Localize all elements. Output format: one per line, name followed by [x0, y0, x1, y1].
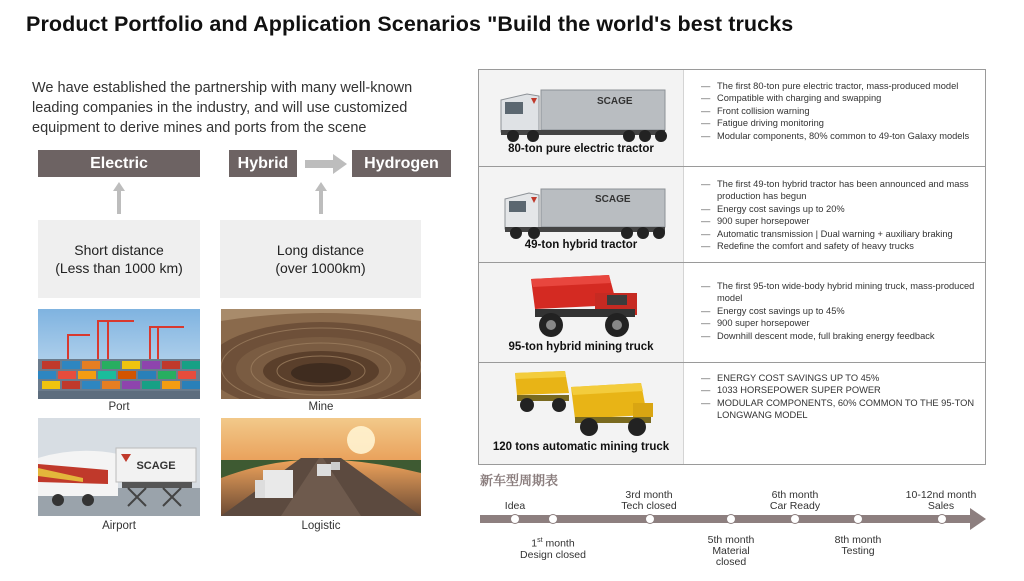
milestone-month: 6th month	[771, 489, 819, 501]
milestone-ordinal-suffix: st	[537, 537, 543, 544]
hybrid-tractor-illustration	[501, 185, 669, 241]
port-photo	[38, 309, 200, 399]
milestone-month: 3rd month	[625, 489, 673, 501]
product-row	[479, 70, 985, 167]
feature-item: — MODULAR COMPONENTS, 60% COMMON TO THE 95-TON LONGWANG MODEL	[701, 397, 975, 422]
mine-caption: Mine	[308, 401, 334, 413]
milestone-above	[750, 490, 840, 512]
milestone-below	[686, 535, 776, 568]
long-distance-box	[220, 220, 421, 298]
intro-text: We have established the partnership with many well-known leading companies in the industry, and will use customized equipment to derive mines and ports from the scene	[32, 80, 413, 136]
milestone-month: 8th month	[834, 534, 882, 546]
feature-item: — The first 49-ton hybrid tractor has been announced and mass production has begun	[701, 178, 975, 203]
airport-caption: Airport	[102, 520, 136, 532]
product-name: 49-ton hybrid tractor	[524, 239, 638, 251]
electric-tractor-illustration	[497, 84, 669, 144]
milestone-label: Testing	[841, 545, 875, 557]
milestone-below	[508, 535, 598, 561]
long-distance-range: (over 1000km)	[275, 260, 366, 276]
airport-brand-text: SCAGE	[136, 460, 176, 472]
hybrid-mining-truck-illustration	[525, 271, 643, 341]
product-name: 120 tons automatic mining truck	[492, 441, 670, 453]
product-name: 80-ton pure electric tractor	[508, 143, 654, 155]
logistic-photo	[221, 418, 421, 516]
logistic-caption: Logistic	[301, 520, 341, 532]
milestone-label: Design closed	[520, 548, 586, 561]
product-row	[479, 363, 985, 464]
milestone-dot	[645, 514, 655, 524]
milestone-above	[896, 490, 986, 512]
milestone-above	[470, 501, 560, 512]
milestone-dot	[853, 514, 863, 524]
milestone-above	[604, 490, 694, 512]
truck-brand-text: SCAGE	[595, 194, 631, 205]
feature-list	[701, 178, 975, 252]
tag-hybrid: Hybrid	[229, 150, 297, 177]
up-arrow-icon	[113, 182, 125, 214]
automatic-mining-truck-illustration	[513, 367, 659, 437]
feature-item: — Fatigue driving monitoring	[701, 117, 975, 129]
product-row	[479, 167, 985, 263]
short-distance-label: Short distance	[74, 242, 164, 258]
feature-list	[701, 280, 975, 342]
milestone-below	[813, 535, 903, 557]
feature-item: — Redefine the comfort and safety of heavy trucks	[701, 240, 975, 252]
milestone-month	[508, 535, 598, 550]
feature-item: — Compatible with charging and swapping	[701, 92, 975, 104]
milestone-label: Sales	[927, 500, 955, 512]
product-table	[478, 69, 986, 465]
milestone-month: 10-12nd month	[905, 489, 977, 501]
milestone-month-word: month	[542, 537, 575, 550]
milestone-dot	[937, 514, 947, 524]
feature-item: — Automatic transmission | Dual warning + auxiliary braking	[701, 228, 975, 240]
tag-electric: Electric	[38, 150, 200, 177]
airport-photo	[38, 418, 200, 516]
mine-photo	[221, 309, 421, 399]
feature-item: — Front collision warning	[701, 105, 975, 117]
milestone-ordinal: 1	[531, 537, 538, 550]
product-row	[479, 263, 985, 363]
feature-list	[701, 80, 975, 142]
milestone-dot	[548, 514, 558, 524]
port-caption: Port	[108, 401, 130, 413]
feature-item: — Energy cost savings up to 20%	[701, 203, 975, 215]
feature-item: — The first 80-ton pure electric tractor, mass-produced model	[701, 80, 975, 92]
feature-item: — 900 super horsepower	[701, 317, 975, 329]
milestone-label: Car Ready	[769, 500, 821, 512]
long-distance-label: Long distance	[276, 242, 365, 258]
feature-list	[701, 372, 975, 422]
timeline-title: 新车型周期表	[480, 473, 559, 488]
milestone-label: Idea	[504, 500, 526, 512]
milestone-label-cont: closed	[715, 556, 747, 568]
feature-item: — ENERGY COST SAVINGS UP TO 45%	[701, 372, 975, 384]
milestone-label: Material	[712, 545, 750, 557]
right-arrow-icon	[305, 154, 347, 174]
up-arrow-icon	[315, 182, 327, 214]
milestone-label: Tech closed	[621, 500, 677, 512]
feature-item: — 1033 HORSEPOWER SUPER POWER	[701, 384, 975, 396]
truck-brand-text: SCAGE	[597, 96, 633, 107]
milestone-dot	[790, 514, 800, 524]
milestone-month: 5th month	[707, 534, 755, 546]
feature-item: — Energy cost savings up to 45%	[701, 305, 975, 317]
milestone-dot	[510, 514, 520, 524]
feature-item: — The first 95-ton wide-body hybrid mining truck, mass-produced model	[701, 280, 975, 305]
feature-item: — 900 super horsepower	[701, 215, 975, 227]
tag-hydrogen: Hydrogen	[352, 150, 451, 177]
short-distance-box	[38, 220, 200, 298]
milestone-dot	[726, 514, 736, 524]
product-name: 95-ton hybrid mining truck	[508, 341, 654, 353]
feature-item: — Modular components, 80% common to 49-ton Galaxy models	[701, 130, 975, 142]
short-distance-range: (Less than 1000 km)	[55, 260, 183, 276]
feature-item: — Downhill descent mode, full braking energy feedback	[701, 330, 975, 342]
page-title: Product Portfolio and Application Scenarios "Build the world's best trucks	[26, 12, 794, 36]
